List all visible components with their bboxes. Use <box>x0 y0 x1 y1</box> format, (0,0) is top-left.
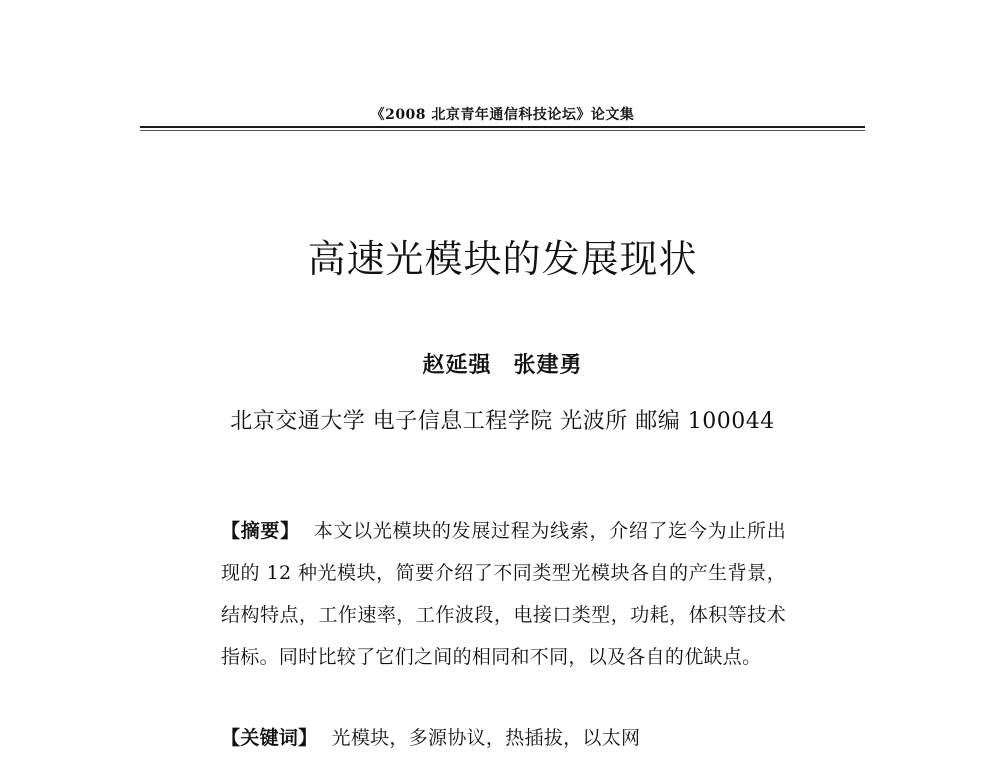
abstract-label: 【摘要】 <box>221 520 300 542</box>
paper-title: 高速光模块的发展现状 <box>307 237 698 281</box>
author-name: 赵延强 <box>422 352 492 378</box>
author-list <box>140 348 865 379</box>
affiliation: 北京交通大学 电子信息工程学院 光波所 邮编 100044 <box>230 409 775 434</box>
keywords-text: 光模块，多源协议，热插拔，以太网 <box>331 727 641 749</box>
keywords-label: 【关键词】 <box>221 727 318 749</box>
author-name: 张建勇 <box>513 352 583 378</box>
header-rule <box>140 126 865 128</box>
header-rule-thin <box>140 130 865 131</box>
keywords <box>221 724 786 752</box>
running-header: 《2008 北京青年通信科技论坛》论文集 <box>370 107 635 123</box>
abstract-text: 本文以光模块的发展过程为线索，介绍了迄今为止所出现的 12 种光模块，简要介绍了不同类型光模块各自的产生背景，结构特点，工作速率，工作波段，电接口类型，功耗，体积等技术指标。同时比较了它们之间的相同和不同，以及各自的优缺点。 <box>221 520 787 668</box>
abstract <box>221 510 786 678</box>
